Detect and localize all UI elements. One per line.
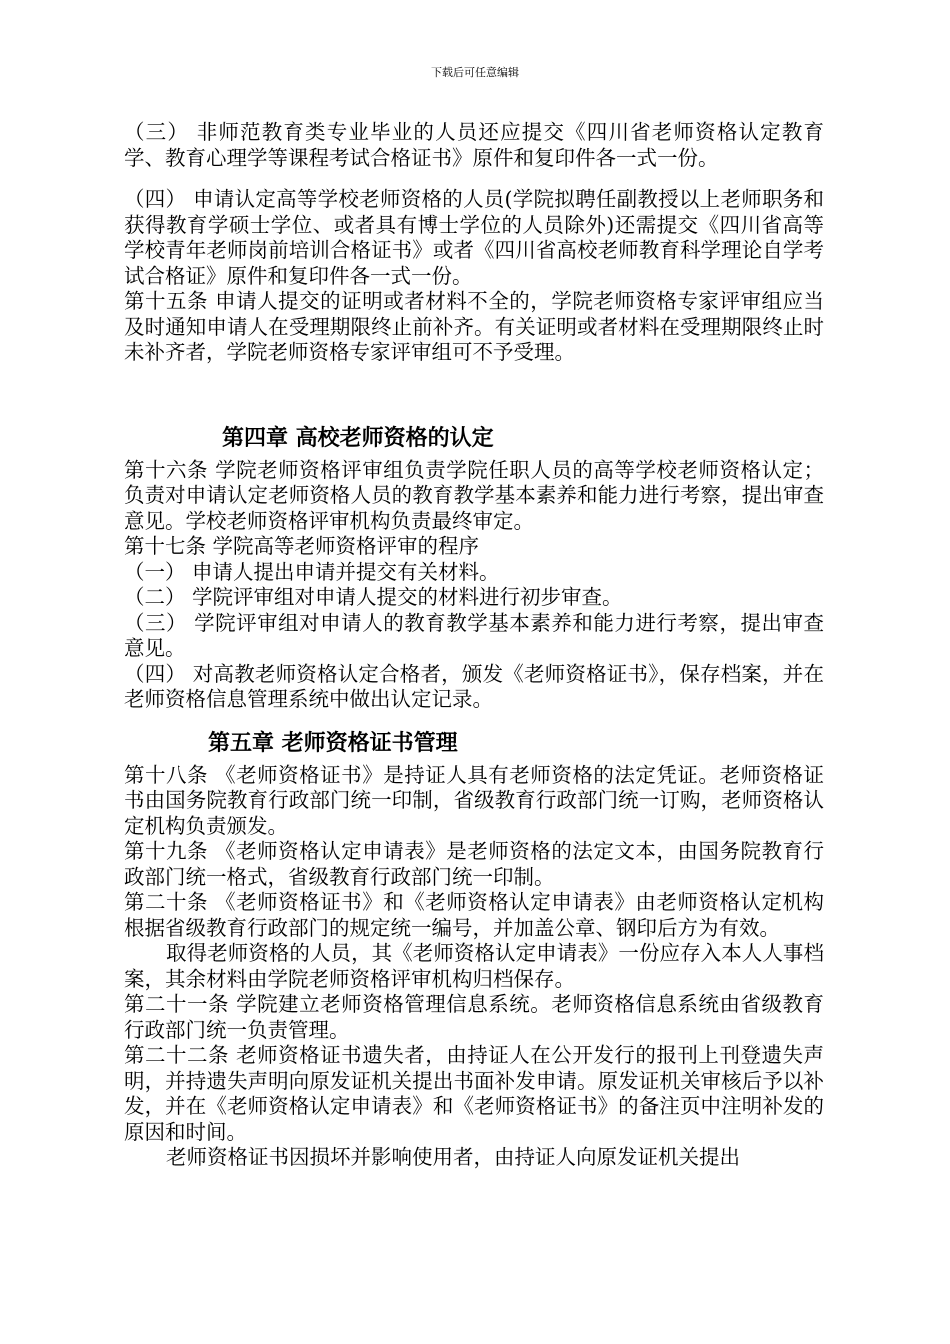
procedure-step-4: （四） 对高教老师资格认定合格者，颁发《老师资格证书》，保存档案，并在老师资格信息管理系统中做出认定记录。 [124,661,824,711]
paragraph-item-4: （四） 申请认定高等学校老师资格的人员(学院拟聘任副教授以上老师职务和获得教育学硕士学位、或者具有博士学位的人员除外)还需提交《四川省高等学校青年老师岗前培训合格证书》或者《四川省高校老师教育科学理论自学考试合格证》原件和复印件各一式一份。 [124,187,824,288]
procedure-step-1: （一） 申请人提出申请并提交有关材料。 [124,559,500,584]
article-19: 第十九条 《老师资格认定申请表》是老师资格的法定文本，由国务院教育行政部门统一格式，省级教育行政部门统一印制。 [124,839,824,889]
article-15: 第十五条 申请人提交的证明或者材料不全的，学院老师资格专家评审组应当及时通知申请人在受理期限终止前补齐。有关证明或者材料在受理期限终止时未补齐者，学院老师资格专家评审组可不予受理。 [124,289,824,364]
article-20: 第二十条 《老师资格证书》和《老师资格认定申请表》由老师资格认定机构根据省级教育行政部门的规定统一编号，并加盖公章、钢印后方为有效。 [124,890,824,940]
chapter-4-heading: 第四章 高校老师资格的认定 [222,425,494,451]
procedure-step-3: （三） 学院评审组对申请人的教育教学基本素养和能力进行考察，提出审查意见。 [124,610,824,660]
article-20-paragraph-2: 取得老师资格的人员，其《老师资格认定申请表》一份应存入本人人事档案，其余材料由学院老师资格评审机构归档保存。 [124,941,824,991]
procedure-step-2: （二） 学院评审组对申请人提交的材料进行初步审查。 [124,585,623,609]
chapter-5-heading: 第五章 老师资格证书管理 [208,730,458,756]
article-16: 第十六条 学院老师资格评审组负责学院任职人员的高等学校老师资格认定；负责对申请认定老师资格人员的教育教学基本素养和能力进行考察，提出审查意见。学校老师资格评审机构负责最终审定。 [124,457,824,533]
article-22-paragraph-2: 老师资格证书因损坏并影响使用者，由持证人向原发证机关提出 [166,1145,740,1169]
paragraph-item-3: （三） 非师范教育类专业毕业的人员还应提交《四川省老师资格认定教育学、教育心理学等课程考试合格证书》原件和复印件各一式一份。 [124,120,824,170]
article-22: 第二十二条 老师资格证书遗失者，由持证人在公开发行的报刊上刊登遗失声明，并持遗失声明向原发证机关提出书面补发申请。原发证机关审核后予以补发，并在《老师资格认定申请表》和《老师资格证书》的备注页中注明补发的原因和时间。 [124,1043,824,1144]
article-17: 第十七条 学院高等老师资格评审的程序 [124,534,480,558]
article-18: 第十八条 《老师资格证书》是持证人具有老师资格的法定凭证。老师资格证书由国务院教育行政部门统一印制，省级教育行政部门统一订购，老师资格认定机构负责颁发。 [124,762,824,838]
article-21: 第二十一条 学院建立老师资格管理信息系统。老师资格信息系统由省级教育行政部门统一负责管理。 [124,992,824,1042]
document-body [124,120,824,1171]
page-header: 下载后可任意编辑 [431,66,519,79]
